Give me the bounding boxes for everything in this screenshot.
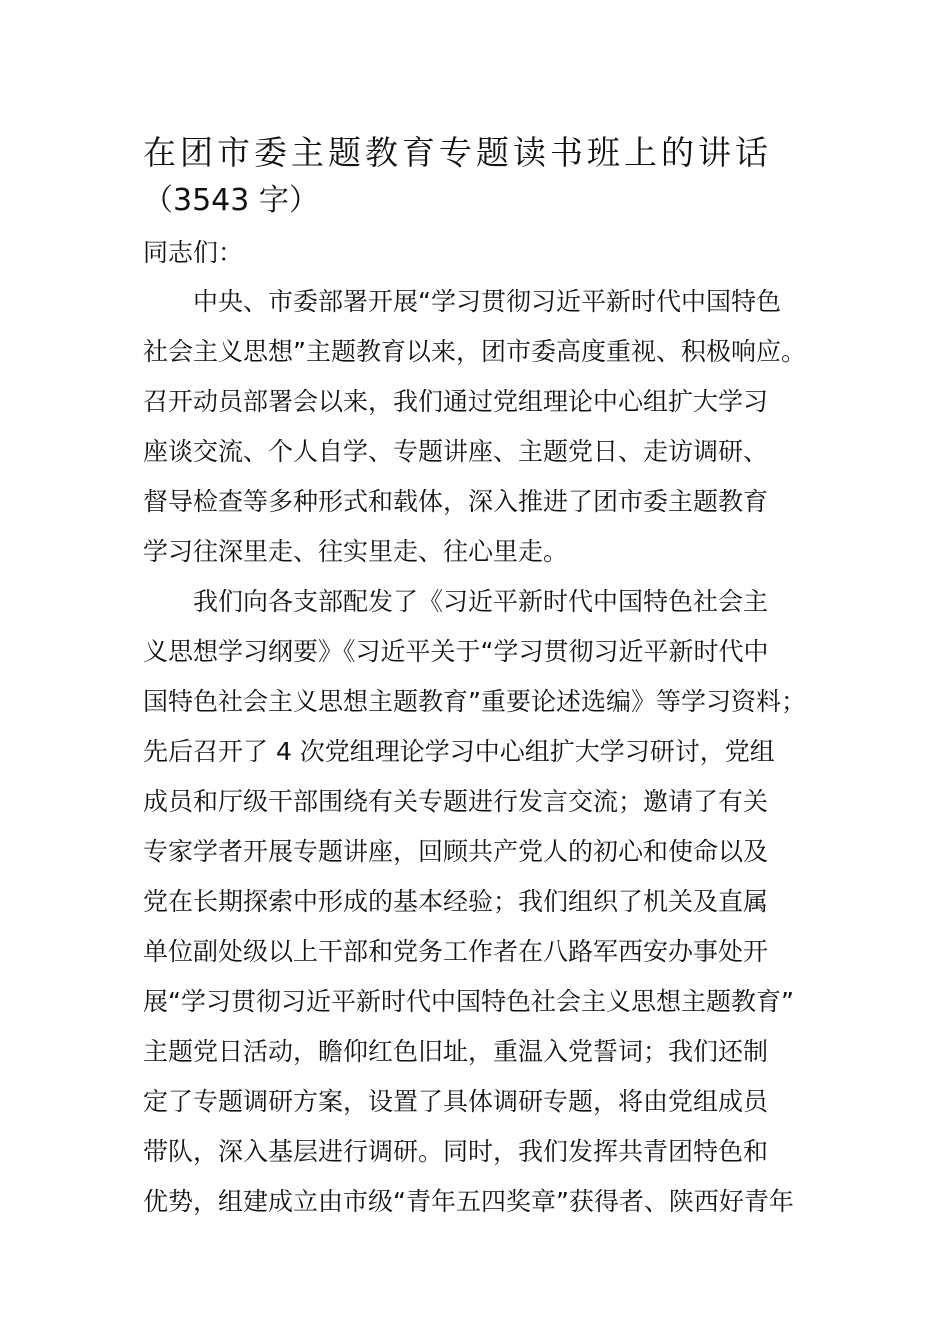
paragraph-2 xyxy=(143,577,833,1227)
paragraph-line: 座谈交流、个人自学、专题讲座、主题党日、走访调研、 xyxy=(143,437,769,466)
salutation: 同志们： xyxy=(143,238,244,267)
paragraph-line: 单位副处级以上干部和党务工作者在八路军西安办事处开 xyxy=(143,937,769,966)
paragraph-line: 义思想学习纲要》《习近平关于“学习贯彻习近平新时代中 xyxy=(143,637,769,666)
paragraph-line: 国特色社会主义思想主题教育”重要论述选编》等学习资料； xyxy=(143,687,806,716)
paragraph-line: 督导检查等多种形式和载体，深入推进了团市委主题教育 xyxy=(143,487,769,516)
paragraph-line: 成员和厅级干部围绕有关专题进行发言交流；邀请了有关 xyxy=(143,787,769,816)
paragraph-line: 学习往深里走、往实里走、往心里走。 xyxy=(143,537,569,566)
paragraph-1 xyxy=(143,277,833,577)
paragraph-line: 展“学习贯彻习近平新时代中国特色社会主义思想主题教育” xyxy=(143,987,794,1016)
paragraph-line: 党在长期探索中形成的基本经验；我们组织了机关及直属 xyxy=(143,887,769,916)
paragraph-line: 召开动员部署会以来，我们通过党组理论中心组扩大学习 xyxy=(143,387,769,416)
paragraph-line: 我们向各支部配发了《习近平新时代中国特色社会主 xyxy=(193,587,769,616)
paragraph-line: 先后召开了 4 次党组理论学习中心组扩大学习研讨，党组 xyxy=(143,737,775,766)
document-title: 在团市委主题教育专题读书班上的讲话 xyxy=(143,133,772,172)
document-title-wordcount: （3543 字） xyxy=(143,183,319,218)
paragraph-line: 中央、市委部署开展“学习贯彻习近平新时代中国特色 xyxy=(193,287,781,316)
paragraph-line: 社会主义思想”主题教育以来，团市委高度重视、积极响应。 xyxy=(143,337,806,366)
paragraph-line: 专家学者开展专题讲座，回顾共产党人的初心和使命以及 xyxy=(143,837,769,866)
paragraph-line: 主题党日活动，瞻仰红色旧址，重温入党誓词；我们还制 xyxy=(143,1037,769,1066)
paragraph-line: 带队，深入基层进行调研。同时，我们发挥共青团特色和 xyxy=(143,1137,769,1166)
paragraph-line: 定了专题调研方案，设置了具体调研专题，将由党组成员 xyxy=(143,1087,769,1116)
paragraph-line: 优势，组建成立由市级“青年五四奖章”获得者、陕西好青年 xyxy=(143,1187,794,1216)
